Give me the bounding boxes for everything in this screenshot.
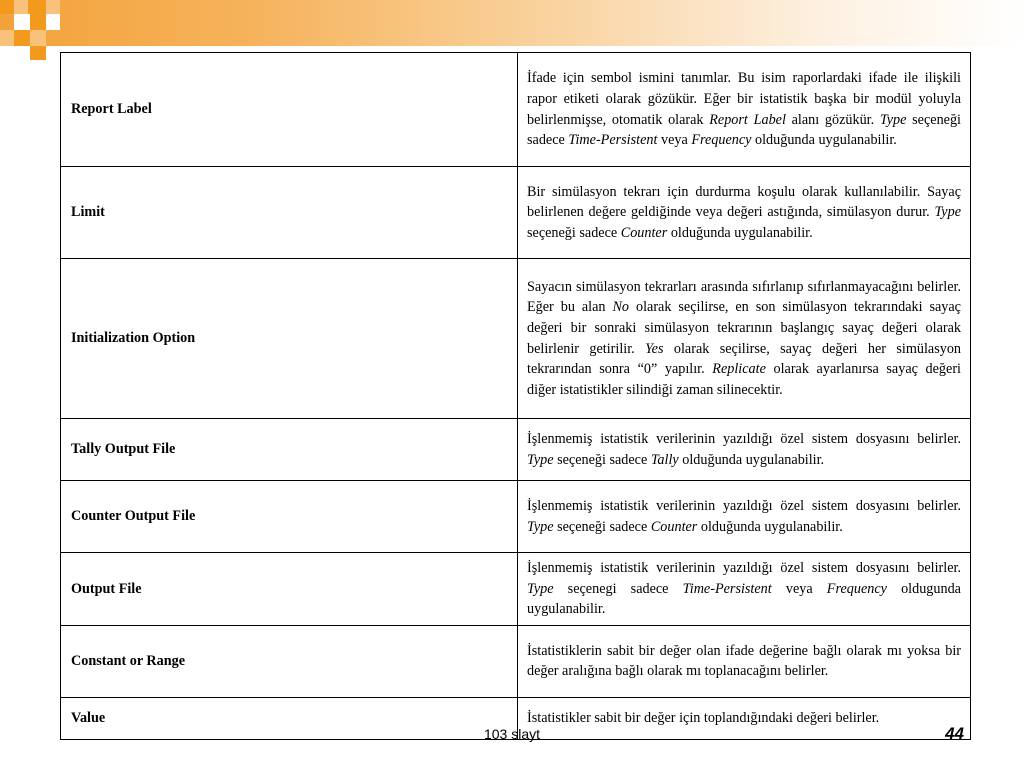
description-text: oldugunda uygulanabilir.: [527, 580, 961, 618]
italic-term: Time-Persistent: [682, 580, 772, 597]
description-text: seçeneği sadece: [527, 224, 621, 241]
decor-square: [28, 0, 46, 14]
italic-term: Type: [527, 580, 554, 597]
row-label: Counter Output File: [61, 481, 518, 553]
description-text: seçeneği sadece: [553, 451, 651, 468]
table-row: [61, 53, 971, 167]
table-row: [61, 259, 971, 419]
row-label: Initialization Option: [61, 259, 518, 419]
description-text: alanı gözükür.: [785, 111, 880, 128]
italic-term: Type: [879, 111, 907, 128]
decor-square: [46, 0, 60, 14]
description-text: olarak seçilirse, sayaç değeri her simülasyon tekrarından sonra “0” yapılır.: [527, 340, 962, 378]
header-gradient-bar: [0, 0, 1024, 46]
row-label: Output File: [61, 553, 518, 626]
italic-term: Yes: [645, 340, 664, 357]
italic-term: Type: [527, 451, 554, 468]
table-row: [61, 419, 971, 481]
italic-term: Frequency: [691, 132, 752, 149]
row-label: Limit: [61, 167, 518, 259]
description-text: veya: [771, 580, 827, 597]
description-text: olduğunda uygulanabilir.: [667, 224, 813, 241]
description-text: veya: [657, 132, 692, 149]
row-description: [518, 481, 971, 553]
description-text: olduğunda uygulanabilir.: [751, 132, 897, 149]
slide-footer-label: 103 slayt: [483, 726, 541, 742]
decor-square: [0, 0, 14, 14]
description-text: İstatistiklerin sabit bir değer olan ifade değerine bağlı olarak mı yoksa bir değer aralığına bağlı olarak mı toplanacağını belirler.: [527, 642, 961, 680]
row-label: Value: [61, 697, 518, 739]
decor-square: [14, 0, 28, 14]
table-row: [61, 625, 971, 697]
row-description: [518, 625, 971, 697]
decor-square: [30, 14, 46, 30]
row-description: [518, 53, 971, 167]
description-text: olduğunda uygulanabilir.: [678, 451, 825, 468]
italic-term: Time-Persistent: [568, 132, 658, 149]
description-text: olduğunda uygulanabilir.: [697, 518, 843, 535]
row-description: [518, 553, 971, 626]
italic-term: Replicate: [712, 361, 766, 378]
table-row: [61, 167, 971, 259]
description-text: seçenegi sadece: [553, 580, 683, 597]
description-text: Sayacın simülasyon tekrarları arasında sıfırlanıp sıfırlanmayacağını belirler. Eğer bu alan: [527, 278, 961, 316]
italic-term: Counter: [650, 518, 698, 535]
italic-term: Type: [934, 204, 961, 221]
properties-table: [60, 52, 971, 740]
italic-term: Report Label: [709, 111, 786, 128]
description-text: İşlenmemiş istatistik verilerinin yazıldığı özel sistem dosyasını belirler.: [527, 497, 961, 514]
description-text: İşlenmemiş istatistik verilerinin yazıldığı özel sistem dosyasını belirler.: [527, 430, 961, 447]
decor-square: [14, 30, 30, 46]
italic-term: No: [612, 299, 630, 316]
italic-term: Counter: [620, 224, 668, 241]
description-text: Bir simülasyon tekrarı için durdurma koşulu olarak kullanılabilir. Sayaç belirlenen değere geldiğinde veya değeri astığında, simülasyon durur.: [527, 183, 961, 221]
row-label: Constant or Range: [61, 625, 518, 697]
description-text: İşlenmemiş istatistik verilerinin yazıldığı özel sistem dosyasını belirler.: [527, 560, 961, 576]
italic-term: Type: [527, 518, 554, 535]
description-text: seçeneği sadece: [553, 518, 651, 535]
table-row: [61, 553, 971, 626]
description-text: İfade için sembol ismini tanımlar. Bu isim raporlardaki ifade ile ilişkili rapor etiketi olarak gözükür. Eğer bir istatistik başka bir modül yoluyla belirlenmişse, otomatik olarak: [527, 70, 961, 128]
decor-square: [46, 14, 60, 30]
description-text: olarak ayarlanırsa sayaç değeri diğer istatistikler silindiği zaman silinecektir.: [527, 361, 961, 398]
row-label: Tally Output File: [61, 419, 518, 481]
decor-square: [30, 30, 46, 46]
row-label: Report Label: [61, 53, 518, 167]
row-description: [518, 259, 971, 419]
decor-square: [0, 30, 14, 46]
page-number: 44: [945, 724, 964, 743]
description-text: seçeneği sadece: [527, 111, 961, 149]
decor-square: [30, 46, 46, 60]
table-row: [61, 481, 971, 553]
italic-term: Tally: [650, 451, 679, 468]
decor-square: [14, 14, 30, 30]
description-text: olarak seçilirse, en son simülasyon tekrarındaki sayaç değeri bir sonraki simülasyon tekrarının başlangıç sayaç değeri olarak belirlenir getirilir.: [527, 299, 961, 357]
description-text: İstatistikler sabit bir değer için toplandığındaki değeri belirler.: [527, 709, 880, 726]
row-description: [518, 167, 971, 259]
row-description: [518, 419, 971, 481]
italic-term: Frequency: [826, 580, 887, 597]
